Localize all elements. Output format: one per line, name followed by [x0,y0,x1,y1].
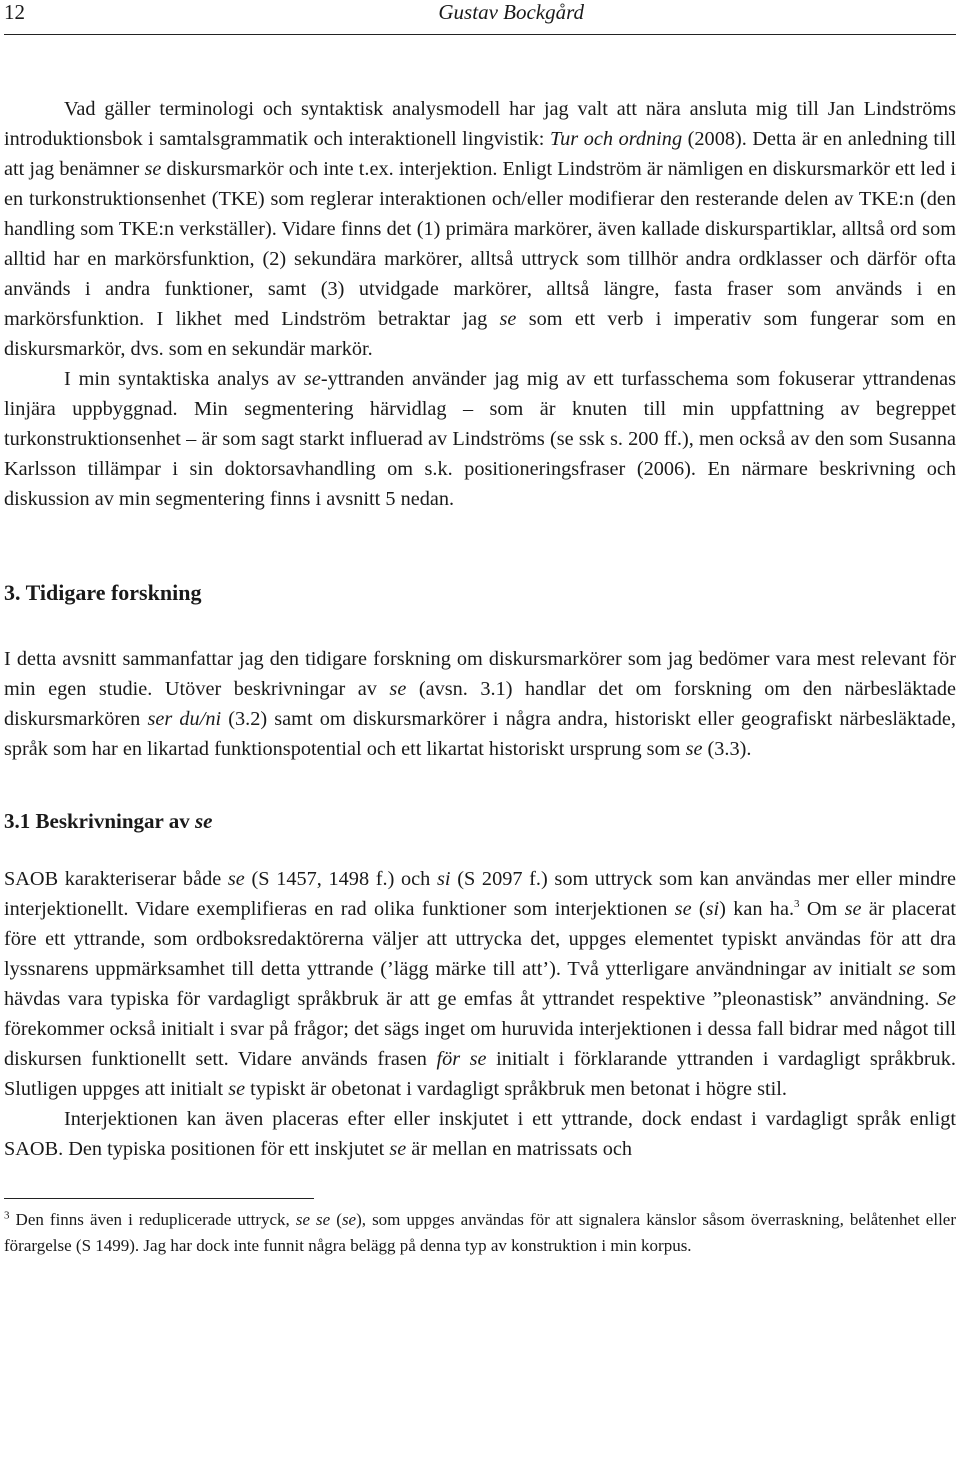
page-number: 12 [4,0,25,24]
running-head [4,0,956,44]
footnote-ref-3[interactable]: 3 [794,898,800,911]
running-author: Gustav Bockgård [438,0,584,24]
section-3-1-paragraph-1: SAOB karakteriserar både se (S 1457, 1498 f.) och si (S 2097 f.) som uttryck som kan användas mer eller mindre interjektionellt. Vidare exemplifieras en rad olika funktioner som interjektionen se (si) kan ha.$^3$ Om se är placerat före ett yttrande, som ordboksredaktörerna väljer att uttrycka det, uppges elementet typiskt användas för att dra lyssnarens uppmärksamhet till detta yttrande (’lägg märke till att’). Två ytterligare användningar av initialt se som hävdas vara typiska för vardagligt språkbruk är att ge emfas åt yttrandet respektive ”pleonastisk” användning. Se förekommer också initialt i svar på frågor; det sägs inget om huruvida interjektionen i dessa fall bidrar med något till diskursen funktionellt sett. Vidare används frasen för se initialt i förklarande yttranden i vardagligt språkbruk. Slutligen uppges att initialt se typiskt är obetonat i vardagligt språkbruk men betonat i högre stil. [4,868,957,1100]
section-3-paragraph: I detta avsnitt sammanfattar jag den tidigare forskning om diskursmarkörer som jag bedömer vara mest relevant för min egen studie. Utöver beskrivningar av se (avsn. 3.1) handlar det om forskning om den närbesläktade diskursmarkören ser du/ni (3.2) samt om diskursmarkörer i några andra, historiskt eller geografiskt närbesläktade, språk som har en likartad funktionspotential och ett likartat historiskt ursprung som se (3.3). [4,648,956,760]
intro-paragraph-1: Vad gäller terminologi och syntaktisk analysmodell har jag valt att nära ansluta mig till Jan Lindströms introduktionsbok i samtalsgrammatik och interaktionell lingvistik: Tur och ordning (2008). Detta är en anledning till att jag benämner se diskursmarkör och inte t.ex. interjektion. Enligt Lindström är nämligen en diskursmarkör ett led i en turkonstruktionsenhet (TKE) som reglerar interaktionen och/eller modifierar den resterande delen av TKE:n (den handling som TKE:n verkställer). Vidare finns det (1) primära markörer, även kallade diskurspartiklar, alltså ord som alltid har en markörsfunktion, (2) sekundära markörer, alltså uttryck som tillhör andra ordklasser och därför ofta används i andra funktioner, samt (3) utvidgade markörer, alltså längre, fasta fraser som används i en markörsfunktion. I likhet med Lindström betraktar jag se som ett verb i imperativ som fungerar som en diskursmarkör, dvs. som en sekundär markör. [4,98,956,360]
footnote-number: 3 [4,1209,10,1222]
footnote-rule [4,1198,314,1199]
section-heading-3-1: 3.1 Beskrivningar av se [4,809,213,833]
section-3-1-paragraph-2: Interjektionen kan även placeras efter eller inskjutet i ett yttrande, dock endast i vardagligt språk enligt SAOB. Den typiska positionen för ett inskjutet se är mellan en matrissats och [4,1108,956,1160]
header-rule [4,34,956,35]
footnote-3: $^3$ Den finns även i reduplicerade uttryck, se se (se), som uppges användas för att signalera känslor såsom överraskning, belåtenhet eller förargelse (S 1499). Jag har dock inte funnit några belägg på denna typ av konstruktion i min korpus. [4,1209,957,1255]
intro-paragraph-2: I min syntaktiska analys av se-yttranden använder jag mig av ett turfasschema som fokuserar yttrandenas linjära uppbyggnad. Min segmentering härvidlag – som är knuten till min uppfattning av begreppet turkonstruktionsenhet – är som sagt starkt influerad av Lindströms (se ssk s. 200 ff.), men också av den som Susanna Karlsson tillämpar i sin doktorsavhandling om s.k. positioneringsfraser (2006). En närmare beskrivning och diskussion av min segmentering finns i avsnitt 5 nedan. [4,368,957,510]
page [4,0,956,1259]
section-heading-3: 3. Tidigare forskning [4,580,202,605]
